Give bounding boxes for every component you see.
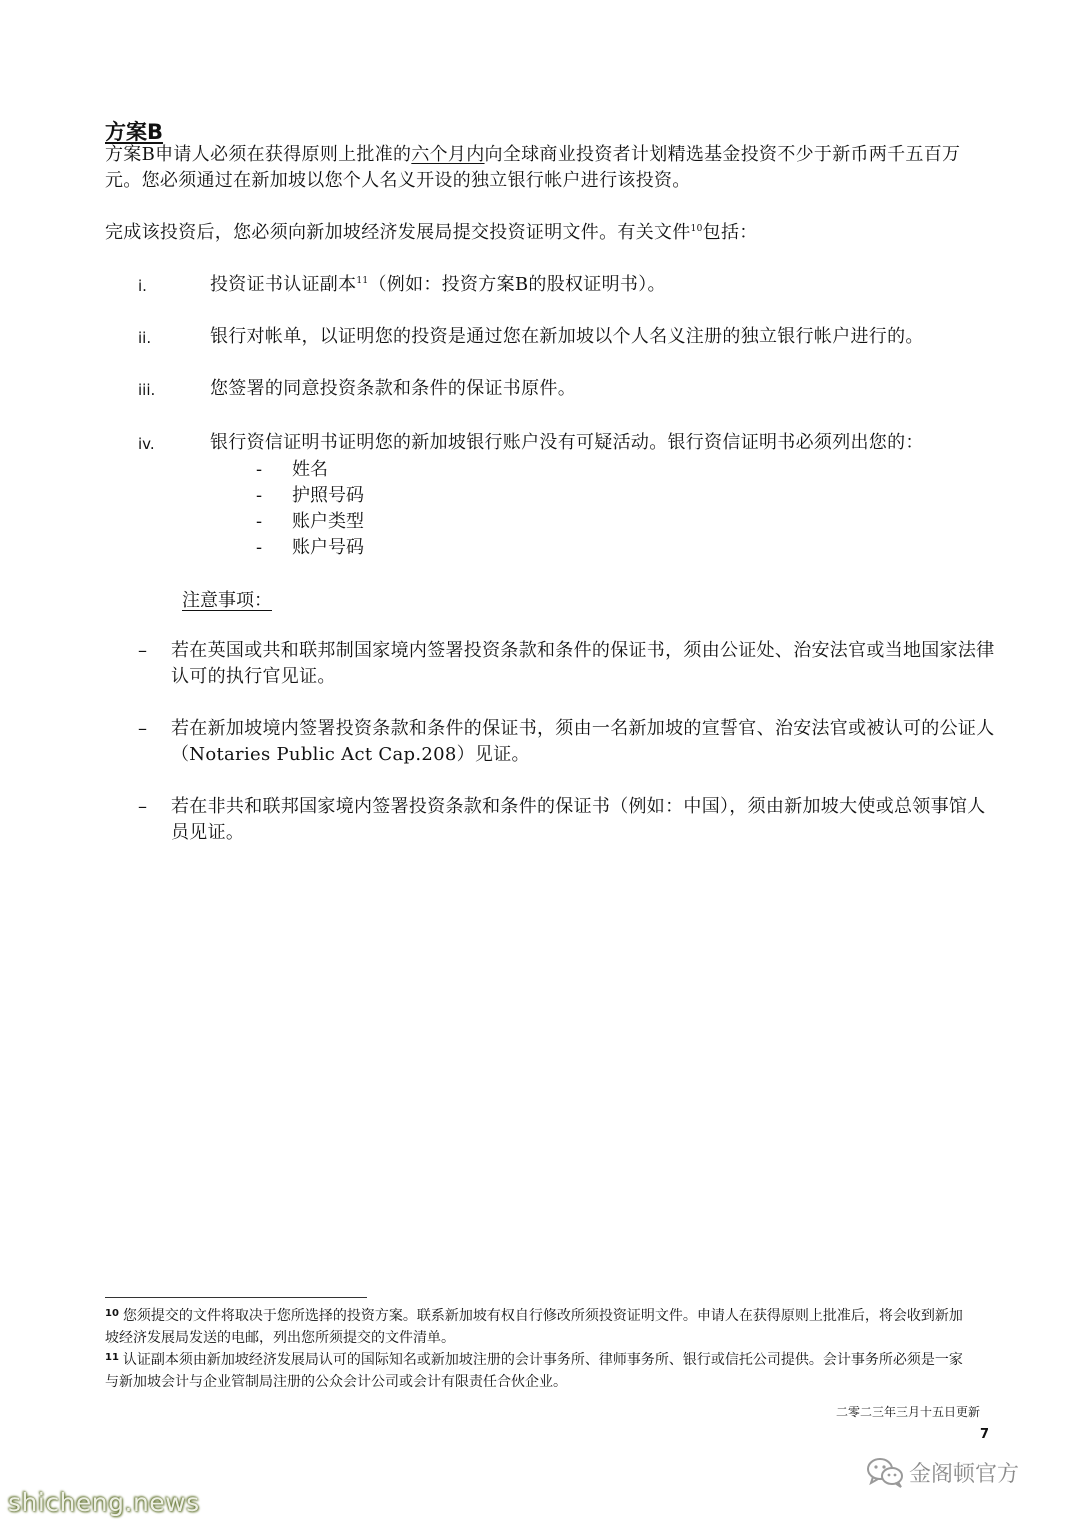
sub-item	[256, 509, 364, 535]
page-number: 7	[980, 1427, 990, 1442]
list-item: 您签署的同意投资条款和条件的保证书原件。	[210, 378, 576, 399]
completion-paragraph	[105, 220, 985, 246]
dash-bullet: -	[256, 537, 263, 558]
note-text: 若在非共和联邦国家境内签署投资条款和条件的保证书（例如：中国），须由新加坡大使或总领事馆人员见证。	[171, 796, 986, 843]
dash-bullet: –	[138, 640, 148, 661]
footnote-number: 11	[105, 1352, 119, 1363]
dash-bullet: -	[256, 459, 263, 480]
required-fields-list	[256, 457, 364, 561]
intro-deadline: 六个月内	[411, 144, 485, 165]
footnote-text: 您须提交的文件将取决于您所选择的投资方案。联系新加坡有权自行修改所须投资证明文件。申请人在获得原则上批准后，将会收到新加坡经济发展局发送的电邮，列出您所须提交的文件清单。	[105, 1308, 963, 1346]
list-item: 银行对帐单，以证明您的投资是通过您在新加坡以个人名义注册的独立银行帐户进行的。	[210, 326, 924, 347]
footnote-ref-11[interactable]: 11	[356, 276, 369, 286]
list-item-number: iii.	[138, 381, 156, 399]
section-heading: 方案B	[105, 120, 164, 144]
sub-item	[256, 483, 364, 509]
note-text: 若在新加坡境内签署投资条款和条件的保证书，须由一名新加坡的宣誓官、治安法官或被认可的公证人（Notaries Public Act Cap.208）见证。	[171, 718, 995, 765]
footnote-number: 10	[105, 1308, 119, 1319]
dash-bullet: -	[256, 485, 263, 506]
list-item-number: ii.	[138, 329, 152, 347]
dash-bullet: -	[256, 511, 263, 532]
completion-text-end: 包括：	[702, 222, 758, 243]
dash-bullet: –	[138, 718, 148, 739]
footnote-ref-10[interactable]: 10	[690, 224, 703, 234]
list-item: 银行资信证明书证明您的新加坡银行账户没有可疑活动。银行资信证明书必须列出您的：	[210, 432, 924, 453]
wechat-watermark	[865, 1456, 1019, 1488]
dash-bullet: –	[138, 796, 148, 817]
note-text: 若在英国或共和联邦制国家境内签署投资条款和条件的保证书，须由公证处、治安法官或当地国家法律认可的执行官见证。	[171, 640, 995, 687]
sub-item	[256, 457, 364, 483]
sub-item-text: 姓名	[292, 459, 328, 480]
footnote-text: 认证副本须由新加坡经济发展局认可的国际知名或新加坡注册的会计事务所、律师事务所、银行或信托公司提供。会计事务所必须是一家与新加坡会计与企业管制局注册的公众会计公司或会计有限责任合伙企业。	[105, 1352, 963, 1390]
site-watermark: shicheng.news	[8, 1488, 200, 1517]
sub-item-text: 护照号码	[292, 485, 364, 506]
list-item-number: iv.	[138, 435, 155, 453]
footnote-11	[105, 1347, 975, 1393]
update-date: 二零二三年三月十五日更新	[836, 1405, 981, 1419]
list-item	[210, 272, 666, 298]
wechat-account-name: 金阁顿官方	[909, 1461, 1020, 1487]
completion-text: 完成该投资后，您必须向新加坡经济发展局提交投资证明文件。有关文件	[105, 222, 691, 243]
list-item-number: i.	[138, 277, 147, 295]
footnote-divider	[105, 1297, 367, 1298]
sub-item-text: 账户类型	[292, 511, 364, 532]
list-item-text: 投资证书认证副本	[210, 274, 357, 295]
wechat-icon	[865, 1456, 905, 1488]
footnote-10	[105, 1303, 975, 1349]
intro-paragraph	[105, 142, 985, 194]
sub-item	[256, 535, 364, 561]
sub-item-text: 账户号码	[292, 537, 364, 558]
list-item-text-end: （例如：投资方案B的股权证明书）。	[368, 274, 666, 295]
notes-title: 注意事项：	[182, 590, 272, 611]
intro-text-end: 向全球商业投资者计划精选基金投资不少于新币两千五百万元。您必须通过在新加坡以您个人名义开设的独立银行帐户进行该投资。	[105, 144, 961, 191]
intro-text-start: 方案B申请人必须在获得原则上批准的	[105, 144, 412, 165]
